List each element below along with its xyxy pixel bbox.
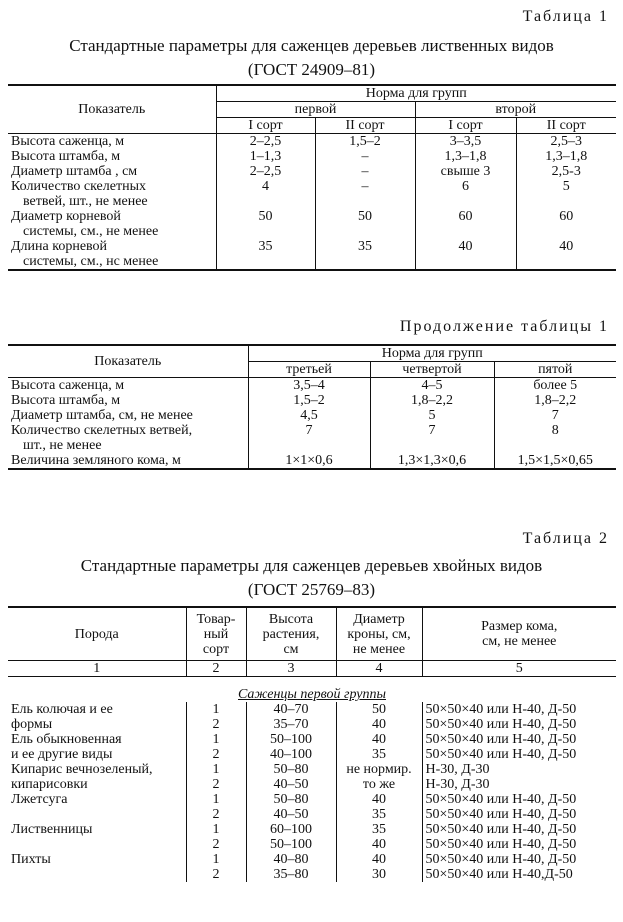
t1-row: [8, 134, 616, 150]
t2-cell-sort: 2: [186, 717, 246, 732]
t2-cell-ball: 50×50×40 или Н-40, Д-50: [422, 717, 616, 732]
t2-header-height: [246, 607, 336, 661]
t1c-cell: 7: [248, 423, 370, 453]
t1-cell: 6: [415, 179, 516, 209]
t2-cell-ball: 50×50×40 или Н-40, Д-50: [422, 702, 616, 717]
t2-cell-ball: 50×50×40 или Н-40, Д-50: [422, 732, 616, 747]
t1-cell: –: [315, 149, 415, 164]
t2-cell-crown: то же: [336, 777, 422, 792]
t2-header-ball-line: Размер кома,: [481, 619, 558, 634]
t1-row-label: [8, 164, 216, 179]
row-label-line: Величина земляного кома, м: [11, 453, 181, 468]
t1-header-group2: второй: [415, 102, 616, 118]
table2-title: Стандартные параметры для саженцев деревьев хвойных видов: [80, 556, 543, 575]
t2-breed: и ее другие виды: [11, 747, 113, 762]
t1c-cell: 1,8–2,2: [494, 393, 616, 408]
t2-breed: [8, 867, 186, 882]
t2-cell-crown: 30: [336, 867, 422, 882]
t1-row-label: [8, 149, 216, 164]
t2-cell-height: 40–80: [246, 852, 336, 867]
t1-cell: 2,5–3: [516, 134, 616, 150]
t2-cell-sort: 2: [186, 867, 246, 882]
t1c-row: [8, 408, 616, 423]
t1c-cell: 7: [370, 423, 494, 453]
t2-row: [8, 747, 616, 762]
row-label-line: ветвей, шт., не менее: [23, 194, 148, 209]
t2-cell-crown: не нормир.: [336, 762, 422, 777]
t2-col-number: 3: [246, 661, 336, 677]
table1-cont: [8, 344, 616, 470]
t1-cell: 2–2,5: [216, 134, 315, 150]
t1-cell: 40: [415, 239, 516, 270]
table2-label: Таблица 2: [522, 530, 609, 547]
t2-col-number: 1: [8, 661, 186, 677]
t2-breed: формы: [11, 717, 53, 732]
t2-cell-crown: 40: [336, 792, 422, 807]
t1-header-sort: I сорт: [216, 118, 315, 134]
t1-cell: 5: [516, 179, 616, 209]
t1c-row: [8, 453, 616, 469]
t1c-cell: 4–5: [370, 378, 494, 394]
t1-cell: 1,5–2: [315, 134, 415, 150]
t1-cell: 3–3,5: [415, 134, 516, 150]
t1-row: [8, 239, 616, 270]
t2-cell-height: 40–100: [246, 747, 336, 762]
t2-breed: кипарисовки: [11, 777, 88, 792]
t1-cell: 4: [216, 179, 315, 209]
t1-cell: 40: [516, 239, 616, 270]
t2-row: [8, 852, 616, 867]
t2-row: [8, 762, 616, 777]
t2-header-height-line: Высота: [268, 611, 314, 627]
t2-header-sort: [186, 607, 246, 661]
t2-cell-crown: 35: [336, 807, 422, 822]
t2-cell-ball: 50×50×40 или Н-40, Д-50: [422, 792, 616, 807]
t2-cell-crown: 40: [336, 717, 422, 732]
t1-row-label: [8, 209, 216, 239]
t2-header-height-line: растения,: [262, 626, 320, 642]
table1: [8, 84, 616, 271]
t2-row: [8, 702, 616, 717]
t1c-cell: 1,5×1,5×0,65: [494, 453, 616, 469]
t2-header-ball: [422, 607, 616, 661]
t1-row-label: [8, 179, 216, 209]
t2-cell-height: 35–70: [246, 717, 336, 732]
t2-cell-sort: 2: [186, 777, 246, 792]
t1-cell: 1,3–1,8: [516, 149, 616, 164]
t1-header-sort: II сорт: [516, 118, 616, 134]
t1-cell: 50: [216, 209, 315, 239]
table2: [8, 606, 616, 882]
table1-label: Таблица 1: [522, 8, 609, 25]
t1c-cell: 3,5–4: [248, 378, 370, 394]
row-label-line: системы, см., не менее: [23, 224, 159, 239]
t2-cell-sort: 1: [186, 852, 246, 867]
t1c-row-label: [8, 408, 248, 423]
t1-cell: 50: [315, 209, 415, 239]
table1-gost: (ГОСТ 24909–81): [247, 60, 376, 79]
t2-row: [8, 732, 616, 747]
t2-section-title: Саженцы первой группы: [238, 687, 386, 702]
t2-breed: Лиственницы: [11, 822, 93, 837]
t1c-header-indicator: Показатель: [8, 345, 248, 378]
t1-row-label: [8, 239, 216, 270]
t2-cell-height: 50–80: [246, 762, 336, 777]
t2-cell-sort: 1: [186, 702, 246, 717]
row-label-line: Высота штамба, м: [11, 149, 121, 164]
t1-cell: 35: [216, 239, 315, 270]
row-label-line: системы, см., нс менее: [23, 254, 159, 269]
t2-cell-height: 40–50: [246, 777, 336, 792]
t2-col-number: 4: [336, 661, 422, 677]
t2-row: [8, 807, 616, 822]
t2-cell-height: 50–100: [246, 732, 336, 747]
t2-cell-ball: 50×50×40 или Н-40, Д-50: [422, 807, 616, 822]
t2-breed: Кипарис вечнозеленый,: [11, 762, 153, 777]
t2-cell-height: 50–80: [246, 792, 336, 807]
t2-header-crown-line: не менее: [352, 641, 406, 657]
t2-cell-sort: 1: [186, 732, 246, 747]
t1c-cell: 7: [494, 408, 616, 423]
t2-cell-height: 50–100: [246, 837, 336, 852]
t1-cell: свыше 3: [415, 164, 516, 179]
t2-header-sort-line: Товар-: [196, 611, 236, 627]
t2-header-breed: Порода: [8, 607, 186, 661]
t2-row: [8, 717, 616, 732]
t1-header-indicator: Показатель: [8, 85, 216, 134]
t2-cell-sort: 2: [186, 747, 246, 762]
t2-cell-crown: 35: [336, 822, 422, 837]
t1c-header-group: третьей: [248, 362, 370, 378]
t2-cell-crown: 35: [336, 747, 422, 762]
t1c-header-group: четвертой: [370, 362, 494, 378]
t2-cell-ball: 50×50×40 или Н-40, Д-50: [422, 837, 616, 852]
t2-row: [8, 792, 616, 807]
t2-col-number: 5: [422, 661, 616, 677]
t1c-cell: 1×1×0,6: [248, 453, 370, 469]
t1-row: [8, 149, 616, 164]
t2-cell-ball: 50×50×40 или Н-40, Д-50: [422, 747, 616, 762]
t1-cell: 2–2,5: [216, 164, 315, 179]
t2-header-crown: [336, 607, 422, 661]
t2-cell-crown: 50: [336, 702, 422, 717]
t1c-cell: более 5: [494, 378, 616, 394]
table2-gost: (ГОСТ 25769–83): [247, 580, 376, 599]
t1-header-sort: I сорт: [415, 118, 516, 134]
t1-cell: 1–1,3: [216, 149, 315, 164]
t1c-row-label: [8, 378, 248, 394]
t2-col-number: 2: [186, 661, 246, 677]
t2-header-sort-line: ный: [203, 626, 229, 642]
t2-cell-crown: 40: [336, 837, 422, 852]
row-label-line: Длина корневой: [11, 239, 108, 254]
t2-cell-sort: 1: [186, 762, 246, 777]
t2-header-crown-line: Диаметр: [353, 611, 405, 627]
row-label-line: Количество скелетных: [11, 179, 146, 194]
t1-row: [8, 209, 616, 239]
row-label-line: Высота штамба, м: [11, 393, 121, 408]
row-label-line: Диаметр корневой: [11, 209, 121, 224]
t2-row: [8, 837, 616, 852]
t1-cell: –: [315, 179, 415, 209]
t2-header-ball-line: см, не менее: [482, 634, 557, 649]
t1c-cell: 8: [494, 423, 616, 453]
t1c-cell: 1,3×1,3×0,6: [370, 453, 494, 469]
row-label-line: шт., не менее: [23, 438, 102, 453]
t2-cell-height: 35–80: [246, 867, 336, 882]
t1-row: [8, 164, 616, 179]
t1c-row: [8, 423, 616, 453]
table1-title: Стандартные параметры для саженцев деревьев лиственных видов: [69, 36, 554, 55]
t2-header-crown-line: кроны, см,: [347, 626, 411, 642]
t1-row-label: [8, 134, 216, 150]
row-label-line: Диаметр штамба , см: [11, 164, 138, 179]
t1c-row-label: [8, 453, 248, 469]
t2-cell-sort: 1: [186, 822, 246, 837]
t2-cell-sort: 1: [186, 792, 246, 807]
t1c-cell: 5: [370, 408, 494, 423]
t1-cell: 2,5-3: [516, 164, 616, 179]
t2-header-height-line: см: [283, 641, 299, 657]
t2-cell-sort: 2: [186, 837, 246, 852]
t1-cell: 60: [516, 209, 616, 239]
t1c-row-label: [8, 393, 248, 408]
t1c-header-group: пятой: [494, 362, 616, 378]
t2-cell-height: 40–70: [246, 702, 336, 717]
t1c-cell: 1,8–2,2: [370, 393, 494, 408]
t1-row: [8, 179, 616, 209]
t1-header-sort: II сорт: [315, 118, 415, 134]
row-label-line: Высота саженца, м: [11, 378, 125, 393]
t2-row: [8, 822, 616, 837]
t2-cell-height: 40–50: [246, 807, 336, 822]
row-label-line: Количество скелетных ветвей,: [11, 423, 193, 438]
t2-cell-crown: 40: [336, 732, 422, 747]
t1c-header-norm: Норма для групп: [248, 345, 616, 362]
t2-breed: [8, 837, 186, 852]
t1-cell: 60: [415, 209, 516, 239]
t1c-row: [8, 393, 616, 408]
t2-breed: Ель колючая и ее: [11, 702, 113, 717]
t2-breed: [8, 807, 186, 822]
t1c-cell: 1,5–2: [248, 393, 370, 408]
t2-cell-sort: 2: [186, 807, 246, 822]
t1c-row: [8, 378, 616, 394]
t2-section-row: [8, 677, 616, 703]
t2-cell-height: 60–100: [246, 822, 336, 837]
row-label-line: Диаметр штамба, см, не менее: [11, 408, 193, 423]
t1c-cell: 4,5: [248, 408, 370, 423]
t1-cell: 35: [315, 239, 415, 270]
table1-cont-label: Продолжение таблицы 1: [399, 318, 609, 335]
t1c-row-label: [8, 423, 248, 453]
t1-header-norm: Норма для групп: [216, 85, 616, 102]
t2-cell-ball: 50×50×40 или Н-40, Д-50: [422, 822, 616, 837]
t1-header-group1: первой: [216, 102, 415, 118]
t2-cell-ball: 50×50×40 или Н-40,Д-50: [422, 867, 616, 882]
t2-cell-crown: 40: [336, 852, 422, 867]
t1-cell: 1,3–1,8: [415, 149, 516, 164]
t1-cell: –: [315, 164, 415, 179]
t2-breed: Лжетсуга: [11, 792, 68, 807]
t2-header-sort-line: сорт: [202, 641, 230, 657]
t2-row: [8, 777, 616, 792]
t2-cell-ball: 50×50×40 или Н-40, Д-50: [422, 852, 616, 867]
t2-row: [8, 867, 616, 882]
t2-cell-ball: Н-30, Д-30: [422, 777, 616, 792]
t2-breed: Пихты: [11, 852, 51, 867]
t2-breed: Ель обыкновенная: [11, 732, 122, 747]
t2-cell-ball: Н-30, Д-30: [422, 762, 616, 777]
row-label-line: Высота саженца, м: [11, 134, 125, 149]
